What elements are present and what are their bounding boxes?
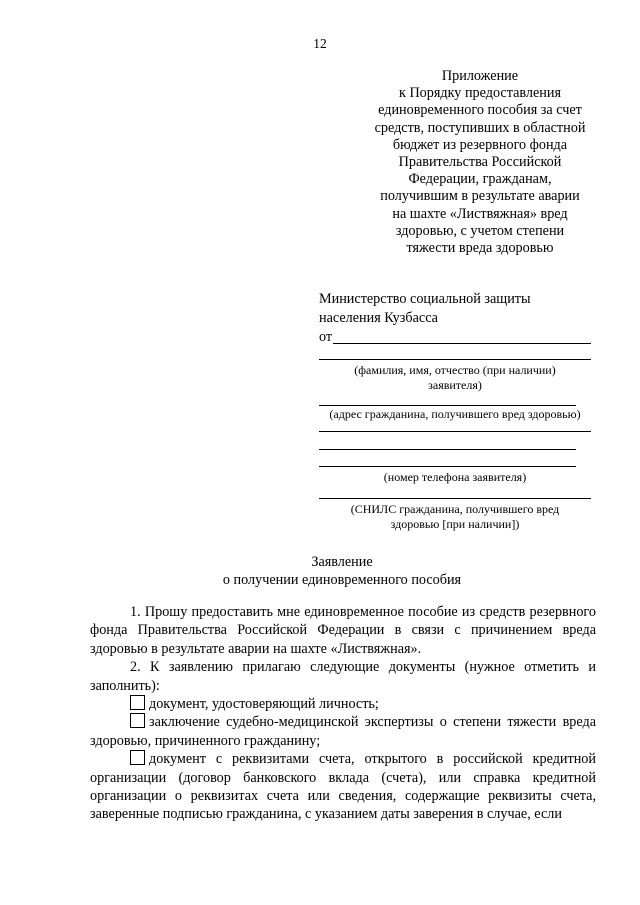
paragraph-2: 2. К заявлению прилагаю следующие документы (нужное отметить и заполнить): — [90, 659, 596, 694]
appendix-line: Приложение — [441, 68, 519, 84]
from-blank-line[interactable] — [333, 343, 591, 344]
address-blank-line[interactable] — [319, 392, 576, 406]
appendix-line: тяжести вреда здоровью — [406, 240, 554, 257]
checkbox-item-label: документ, удостоверяющий личность; — [149, 696, 379, 713]
name-caption-line1: (фамилия, имя, отчество (при наличии) — [354, 363, 556, 377]
snils-caption-line1: (СНИЛС гражданина, получившего вред — [350, 502, 560, 516]
phone-blank-line[interactable] — [319, 450, 576, 467]
title-line1: Заявление — [311, 554, 373, 570]
name-caption — [319, 363, 591, 392]
appendix-line: на шахте «Листвяжная» вред — [392, 205, 568, 222]
paragraph-1: 1. Прошу предоставить мне единовременное пособие из средств резервного фонда Правительства Российской Федерации в связи с причинением вреда здоровью в результате аварии на шахте «Листвяжная». — [90, 604, 596, 657]
checkbox-icon[interactable] — [130, 713, 145, 728]
ministry-name-line1: Министерство социальной защиты — [319, 291, 531, 307]
appendix-header — [338, 68, 622, 257]
address-blank-line-3[interactable] — [319, 432, 576, 450]
from-row — [319, 328, 591, 347]
document-title — [0, 553, 640, 589]
appendix-line: здоровью, с учетом степени — [395, 222, 565, 239]
appendix-line: получившим в результате аварии — [380, 188, 580, 205]
page-number: 12 — [313, 36, 327, 51]
appendix-line: средств, поступивших в областной — [374, 119, 586, 136]
checkbox-item — [90, 750, 596, 824]
snils-caption-line2: здоровью [при наличии]) — [390, 516, 520, 531]
checkbox-item-label: документ с реквизитами счета, открытого в российской кредитной организации (договор банковского вклада (счета), или справка кредитной организации о реквизитах счета или сведения, содержащие реквизиты счета, заверенные подписью гражданина, с указанием даты заверения в случае, если — [90, 751, 596, 823]
appendix-line: Федерации, гражданам, — [408, 171, 552, 188]
snils-blank-line[interactable] — [319, 484, 591, 499]
from-label: от — [319, 329, 333, 345]
appendix-line: бюджет из резервного фонда — [392, 136, 568, 153]
address-blank-line-2[interactable] — [319, 422, 591, 432]
checkbox-item — [90, 713, 596, 750]
checkbox-item — [90, 695, 596, 713]
checkbox-icon[interactable] — [130, 695, 145, 710]
name-caption-line2: заявителя) — [428, 377, 482, 392]
checkbox-icon[interactable] — [130, 750, 145, 765]
document-body — [90, 603, 596, 824]
name-blank-line[interactable] — [319, 347, 591, 360]
snils-caption — [319, 502, 591, 531]
title-line2: о получении единовременного пособия — [222, 572, 462, 588]
addressee-block — [319, 290, 591, 531]
ministry-name-line2: населения Кузбасса — [319, 310, 438, 326]
phone-caption: (номер телефона заявителя) — [383, 469, 527, 484]
address-caption: (адрес гражданина, получившего вред здоровью) — [329, 407, 581, 421]
appendix-line: к Порядку предоставления — [399, 85, 561, 102]
appendix-line: единовременного пособия за счет — [378, 102, 582, 119]
checkbox-item-label: заключение судебно-медицинской экспертизы о степени тяжести вреда здоровью, причиненного гражданину; — [90, 714, 596, 749]
appendix-line: Правительства Российской — [398, 154, 562, 171]
